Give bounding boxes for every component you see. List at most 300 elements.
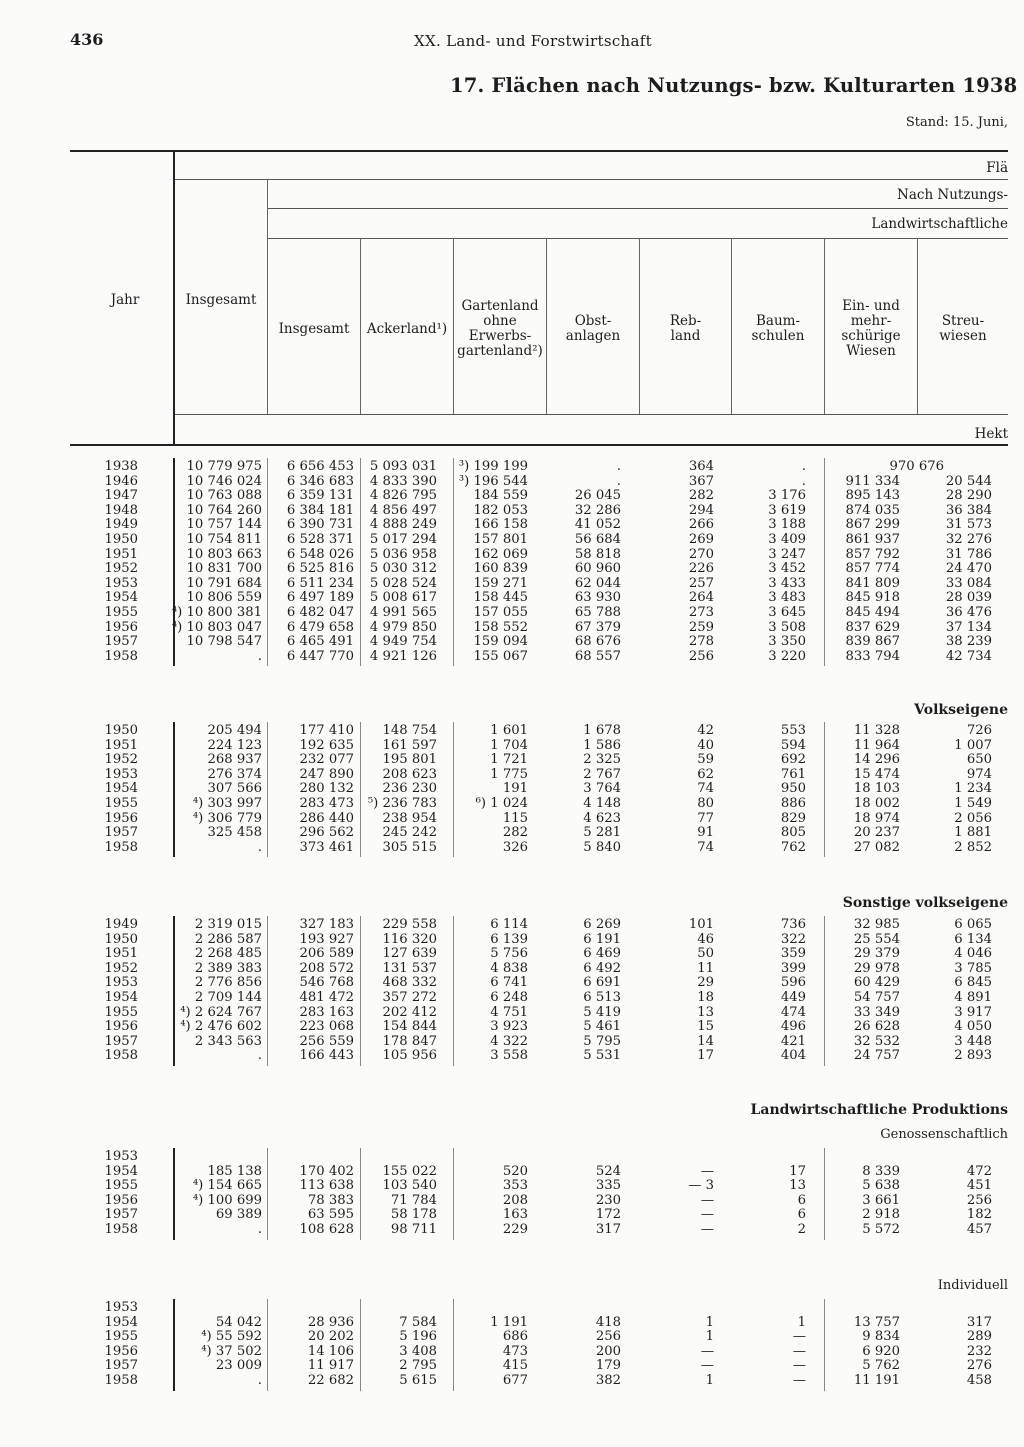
header-gartenland: [454, 299, 546, 359]
cell-wie: 9 834: [862, 1329, 900, 1345]
cell-ack: 4 826 795: [369, 488, 437, 504]
cell-baum: 761: [780, 766, 806, 782]
row-year: 1946: [104, 473, 138, 489]
cell-lw: 6 525 816: [286, 561, 354, 577]
cell-gart: 1 704: [490, 737, 528, 753]
table-row: [0, 635, 1024, 650]
cell-ack: 127 639: [382, 946, 437, 962]
cell-gart: 155 067: [473, 648, 528, 664]
cell-str: 6 134: [954, 931, 992, 947]
cell-lw: 170 402: [299, 1163, 354, 1179]
cell-obst: 3 764: [583, 781, 621, 797]
cell-reb: 259: [688, 619, 714, 635]
section-title-lpg: Landwirtschaftliche Produktions: [750, 1102, 1008, 1118]
cell-wie: 15 474: [853, 766, 900, 782]
cell-ack: 5 030 312: [369, 561, 437, 577]
cell-ack: 105 956: [382, 1048, 437, 1064]
cell-obst: 58 818: [574, 546, 621, 562]
cell-reb: 18: [697, 990, 714, 1005]
cell-reb: 226: [688, 561, 714, 577]
cell-baum: —: [792, 1373, 806, 1388]
cell-wie: 845 918: [845, 590, 900, 606]
cell-reb: 264: [688, 590, 714, 606]
cell-reb: 1: [705, 1314, 714, 1330]
section-subtitle-genossenschaftlich: Genossenschaftlich: [880, 1127, 1008, 1142]
row-year: 1957: [104, 1207, 138, 1223]
cell-str: 37 134: [945, 619, 992, 635]
cell-baum: 3 645: [768, 605, 806, 620]
cell-lw: 6 548 026: [286, 546, 354, 562]
cell-ack: 5 036 958: [369, 546, 437, 562]
table-row: [0, 812, 1024, 827]
cell-baum: 359: [780, 946, 806, 962]
cell-baum: 421: [780, 1033, 806, 1049]
cell-gart: 115: [502, 810, 528, 826]
cell-obst: 179: [595, 1358, 621, 1374]
cell-lw: 327 183: [299, 917, 354, 932]
cell-ack: 161 597: [382, 737, 437, 753]
cell-lw: 11 917: [307, 1358, 354, 1374]
cell-obst: 68 676: [574, 634, 621, 650]
row-year: 1956: [104, 1343, 138, 1359]
table-row: [0, 1035, 1024, 1050]
table-row: [0, 947, 1024, 962]
cell-reb: —: [700, 1207, 714, 1223]
cell-gart: 160 839: [473, 561, 528, 577]
cell-wie: 29 379: [853, 946, 900, 962]
row-year: 1954: [104, 1163, 138, 1179]
header-gartenland-line: Gartenland: [461, 298, 539, 314]
header-wiesen-line: Ein- und: [842, 298, 900, 314]
cell-ins: .: [257, 839, 262, 855]
header-baum-line: schulen: [751, 328, 805, 344]
cell-obst: 5 531: [583, 1048, 621, 1064]
cell-reb: 14: [697, 1033, 714, 1049]
cell-baum: 3 188: [768, 517, 806, 533]
table-row: [0, 724, 1024, 739]
cell-ins: 10 806 559: [186, 590, 262, 606]
cell-str: 6 065: [954, 917, 992, 932]
cell-str: 31 573: [945, 517, 992, 533]
cell-str: 457: [966, 1222, 992, 1237]
cell-obst: 5 840: [583, 839, 621, 855]
cell-wie: 867 299: [845, 517, 900, 533]
cell-reb: 294: [688, 502, 714, 518]
cell-lw: 6 482 047: [286, 605, 354, 620]
row-year: 1949: [104, 917, 138, 932]
cell-obst: 6 469: [583, 946, 621, 962]
header-streu-line: Streu-: [941, 313, 985, 329]
cell-baum: 2: [797, 1222, 806, 1237]
cell-ins: 2 776 856: [194, 975, 262, 991]
row-year: 1950: [104, 723, 138, 738]
table-row: [0, 1006, 1024, 1021]
cell-gart: 158 445: [473, 590, 528, 606]
cell-ins: 2 319 015: [194, 917, 262, 932]
cell-lw: 6 359 131: [286, 488, 354, 504]
cell-lw: 28 936: [307, 1314, 354, 1330]
cell-ack: 5 615: [399, 1373, 437, 1388]
cell-reb: 74: [697, 839, 714, 855]
cell-baum: .: [801, 473, 806, 489]
table-row: [0, 1316, 1024, 1331]
row-year: 1953: [104, 1149, 138, 1164]
cell-lw: 6 447 770: [286, 648, 354, 664]
cell-ack: 58 178: [390, 1207, 437, 1223]
cell-wie: 857 774: [845, 561, 900, 577]
cell-gart: ⁶) 1 024: [475, 796, 528, 811]
cell-ins: 10 754 811: [186, 532, 262, 547]
row-year: 1955: [104, 796, 138, 811]
cell-gart: 6 114: [490, 917, 528, 932]
cell-baum: 886: [780, 796, 806, 811]
cell-ins: 10 798 547: [186, 634, 262, 650]
cell-reb: —: [700, 1192, 714, 1208]
cell-obst: 6 492: [583, 960, 621, 976]
cell-str: 256: [966, 1192, 992, 1208]
cell-ack: 208 623: [382, 766, 437, 782]
cell-wie: 833 794: [845, 648, 900, 664]
cell-ack: 245 242: [382, 825, 437, 841]
cell-reb: 1: [705, 1373, 714, 1388]
cell-ack: ⁵) 236 783: [367, 796, 437, 811]
cell-obst: 418: [595, 1314, 621, 1330]
cell-baum: 1: [797, 1314, 806, 1330]
cell-reb: 40: [697, 737, 714, 753]
table-row: [0, 621, 1024, 636]
table-row: [0, 1330, 1024, 1345]
row-year: 1954: [104, 590, 138, 606]
cell-ins: 69 389: [215, 1207, 262, 1223]
cell-ins: 205 494: [207, 723, 262, 738]
cell-str: 726: [966, 723, 992, 738]
cell-baum: 399: [780, 960, 806, 976]
cell-ins: ⁴) 55 592: [201, 1329, 262, 1345]
cell-ack: 178 847: [382, 1033, 437, 1049]
table-row: [0, 1165, 1024, 1180]
cell-gart: 159 271: [473, 575, 528, 591]
cell-obst: 41 052: [574, 517, 621, 533]
cell-lw: 6 384 181: [286, 502, 354, 518]
cell-str: 276: [966, 1358, 992, 1374]
cell-reb: 367: [688, 473, 714, 489]
cell-lw: 373 461: [299, 839, 354, 855]
cell-ack: 131 537: [382, 960, 437, 976]
cell-baum: 13: [789, 1178, 806, 1194]
cell-wie: 841 809: [845, 575, 900, 591]
cell-gart: 353: [502, 1178, 528, 1194]
cell-gart: 686: [502, 1329, 528, 1345]
cell-reb: 77: [697, 810, 714, 826]
cell-gart: 157 801: [473, 532, 528, 547]
cell-baum: 692: [780, 752, 806, 768]
row-year: 1955: [104, 1329, 138, 1345]
cell-ins: .: [257, 1048, 262, 1064]
cell-obst: 2 325: [583, 752, 621, 768]
table-row: [0, 841, 1024, 856]
table-row: [0, 650, 1024, 665]
cell-obst: 230: [595, 1192, 621, 1208]
header-streuwiesen: [918, 314, 1008, 344]
row-year: 1957: [104, 1033, 138, 1049]
row-year: 1952: [104, 752, 138, 768]
cell-gart: 473: [502, 1343, 528, 1359]
cell-wie: 8 339: [862, 1163, 900, 1179]
cell-str: 3 785: [954, 960, 992, 976]
cell-wie: 14 296: [853, 752, 900, 768]
row-year: 1955: [104, 1004, 138, 1020]
cell-obst: 62 044: [574, 575, 621, 591]
header-obst-line: anlagen: [565, 328, 621, 344]
cell-baum: 829: [780, 810, 806, 826]
header-ackerland: Ackerland¹): [366, 321, 448, 337]
cell-baum: 805: [780, 825, 806, 841]
cell-baum: —: [792, 1329, 806, 1345]
cell-str: 32 276: [945, 532, 992, 547]
cell-reb: 13: [697, 1004, 714, 1020]
cell-ack: 238 954: [382, 810, 437, 826]
row-year: 1953: [104, 766, 138, 782]
cell-ins: 10 764 260: [186, 502, 262, 518]
table-row: [0, 518, 1024, 533]
row-year: 1957: [104, 825, 138, 841]
cell-baum: 3 452: [768, 561, 806, 577]
cell-baum: 322: [780, 931, 806, 947]
cell-ins: ⁴) 2 476 602: [180, 1019, 262, 1035]
cell-baum: 17: [789, 1163, 806, 1179]
cell-ins: ⁴) 100 699: [192, 1192, 262, 1208]
cell-gart: 520: [502, 1163, 528, 1179]
cell-str: 33 084: [945, 575, 992, 591]
row-year: 1950: [104, 532, 138, 547]
cell-wie: 970 676: [889, 459, 944, 474]
table-row: [0, 1223, 1024, 1238]
cell-str: 289: [966, 1329, 992, 1345]
cell-reb: 15: [697, 1019, 714, 1035]
cell-lw: 6 511 234: [286, 575, 354, 591]
cell-reb: 29: [697, 975, 714, 991]
cell-reb: 256: [688, 648, 714, 664]
cell-ack: 5 093 031: [369, 459, 437, 474]
cell-obst: 6 269: [583, 917, 621, 932]
cell-gart: 6 139: [490, 931, 528, 947]
row-year: 1948: [104, 502, 138, 518]
vline-lw: [267, 179, 268, 414]
cell-lw: 6 390 731: [286, 517, 354, 533]
cell-lw: 193 927: [299, 931, 354, 947]
cell-gart: 157 055: [473, 605, 528, 620]
cell-ack: 154 844: [382, 1019, 437, 1035]
cell-baum: 762: [780, 839, 806, 855]
cell-obst: 63 930: [574, 590, 621, 606]
cell-gart: 326: [502, 839, 528, 855]
row-year: 1953: [104, 1300, 138, 1315]
row-year: 1951: [104, 946, 138, 962]
cell-gart: 3 923: [490, 1019, 528, 1035]
row-year: 1956: [104, 619, 138, 635]
cell-obst: 256: [595, 1329, 621, 1345]
cell-wie: 54 757: [853, 990, 900, 1005]
cell-baum: 594: [780, 737, 806, 753]
cell-lw: 166 443: [299, 1048, 354, 1064]
cell-wie: 839 867: [845, 634, 900, 650]
cell-str: 1 234: [954, 781, 992, 797]
cell-str: 451: [966, 1178, 992, 1194]
cell-lw: 6 528 371: [286, 532, 354, 547]
header-streu-line: wiesen: [939, 328, 987, 344]
row-year: 1954: [104, 1314, 138, 1330]
row-year: 1955: [104, 605, 138, 620]
cell-ins: ⁴) 2 624 767: [180, 1004, 262, 1020]
row-year: 1956: [104, 810, 138, 826]
cell-baum: —: [792, 1343, 806, 1359]
cell-str: 2 893: [954, 1048, 992, 1064]
cell-ins: 10 757 144: [186, 517, 262, 533]
cell-wie: 857 792: [845, 546, 900, 562]
cell-reb: 282: [688, 488, 714, 504]
cell-reb: —: [700, 1222, 714, 1237]
row-year: 1952: [104, 561, 138, 577]
table-row: [0, 739, 1024, 754]
cell-reb: 273: [688, 605, 714, 620]
cell-lw: 283 473: [299, 796, 354, 811]
header-obst-line: Obst-: [574, 313, 612, 329]
cell-str: 317: [966, 1314, 992, 1330]
cell-wie: 18 103: [853, 781, 900, 797]
cell-ins: 10 746 024: [186, 473, 262, 489]
cell-ins: ⁴) 303 997: [192, 796, 262, 811]
cell-baum: 950: [780, 781, 806, 797]
cell-obst: 26 045: [574, 488, 621, 504]
cell-baum: 3 247: [768, 546, 806, 562]
cell-wie: 5 638: [862, 1178, 900, 1194]
cell-str: 6 845: [954, 975, 992, 991]
cell-str: 4 046: [954, 946, 992, 962]
cell-gart: 415: [502, 1358, 528, 1374]
table-row: [0, 460, 1024, 475]
cell-baum: 596: [780, 975, 806, 991]
row-year: 1958: [104, 1048, 138, 1064]
cell-reb: 270: [688, 546, 714, 562]
cell-str: 650: [966, 752, 992, 768]
cell-wie: 60 429: [853, 975, 900, 991]
cell-lw: 177 410: [299, 723, 354, 738]
cell-ins: 54 042: [215, 1314, 262, 1330]
cell-wie: 2 918: [862, 1207, 900, 1223]
cell-str: 24 470: [945, 561, 992, 577]
cell-baum: 3 350: [768, 634, 806, 650]
cell-baum: 404: [780, 1048, 806, 1064]
cell-ack: 155 022: [382, 1163, 437, 1179]
cell-lw: 280 132: [299, 781, 354, 797]
cell-reb: — 3: [688, 1178, 714, 1194]
cell-ack: 71 784: [390, 1192, 437, 1208]
table-row: [0, 826, 1024, 841]
row-year: 1955: [104, 1178, 138, 1194]
cell-lw: 206 589: [299, 946, 354, 962]
cell-obst: 524: [595, 1163, 621, 1179]
row-year: 1954: [104, 781, 138, 797]
cell-ins: 307 566: [207, 781, 262, 797]
cell-obst: 2 767: [583, 766, 621, 782]
cell-ack: 5 028 524: [369, 575, 437, 591]
cell-lw: 546 768: [299, 975, 354, 991]
cell-reb: 101: [688, 917, 714, 932]
table-row: [0, 962, 1024, 977]
cell-gart: 163: [502, 1207, 528, 1223]
header-baumschulen: [732, 314, 824, 344]
page-number: 436: [70, 30, 104, 49]
cell-gart: 184 559: [473, 488, 528, 504]
cell-gart: 4 322: [490, 1033, 528, 1049]
cell-str: 4 891: [954, 990, 992, 1005]
cell-ins: ⁴) 306 779: [192, 810, 262, 826]
row-year: 1938: [104, 459, 138, 474]
cell-gart: 162 069: [473, 546, 528, 562]
table-row: [0, 1208, 1024, 1223]
cell-lw: 22 682: [307, 1373, 354, 1388]
cell-gart: 4 751: [490, 1004, 528, 1020]
cell-str: 458: [966, 1373, 992, 1388]
cell-obst: 5 795: [583, 1033, 621, 1049]
header-rebland: [640, 314, 731, 344]
cell-ack: 5 196: [399, 1329, 437, 1345]
cell-ins: .: [257, 1373, 262, 1388]
cell-baum: .: [801, 459, 806, 474]
cell-reb: 266: [688, 517, 714, 533]
cell-wie: 5 572: [862, 1222, 900, 1237]
cell-ins: 185 138: [207, 1163, 262, 1179]
cell-ins: 10 803 663: [186, 546, 262, 562]
cell-wie: 837 629: [845, 619, 900, 635]
table-title: 17. Flächen nach Nutzungs- bzw. Kulturarten 1938: [450, 74, 1018, 97]
table-row: [0, 533, 1024, 548]
cell-obst: 5 461: [583, 1019, 621, 1035]
cell-wie: 24 757: [853, 1048, 900, 1064]
header-bottom-rule: [70, 444, 1008, 446]
cell-gart: 1 191: [490, 1314, 528, 1330]
row-year: 1953: [104, 575, 138, 591]
cell-lw: 283 163: [299, 1004, 354, 1020]
cell-ack: 4 991 565: [369, 605, 437, 620]
cell-ins: 23 009: [215, 1358, 262, 1374]
cell-wie: 5 762: [862, 1358, 900, 1374]
row-year: 1951: [104, 737, 138, 753]
stand-date: Stand: 15. Juni,: [905, 115, 1008, 130]
cell-baum: 6: [797, 1192, 806, 1208]
cell-wie: 11 191: [853, 1373, 900, 1388]
table-row: [0, 991, 1024, 1006]
cell-ack: 2 795: [399, 1358, 437, 1374]
cell-lw: 481 472: [299, 990, 354, 1005]
cell-str: 472: [966, 1163, 992, 1179]
cell-reb: 269: [688, 532, 714, 547]
table-row: [0, 976, 1024, 991]
table-row: [0, 768, 1024, 783]
cell-ins: .: [257, 648, 262, 664]
cell-reb: 59: [697, 752, 714, 768]
table-row: [0, 1179, 1024, 1194]
row-year: 1958: [104, 1222, 138, 1237]
header-gartenland-line: gartenland²): [457, 343, 543, 359]
cell-wie: 861 937: [845, 532, 900, 547]
table-row: [0, 562, 1024, 577]
cell-obst: 200: [595, 1343, 621, 1359]
cell-reb: 46: [697, 931, 714, 947]
cell-reb: 278: [688, 634, 714, 650]
cell-baum: 553: [780, 723, 806, 738]
cell-obst: 32 286: [574, 502, 621, 518]
